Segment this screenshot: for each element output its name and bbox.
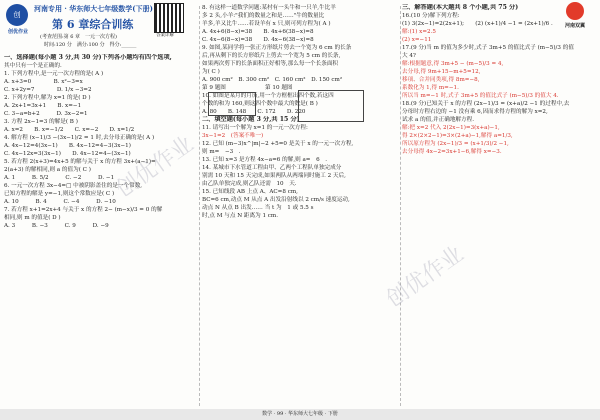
text-line: 所以原方程为 (2x−1)/3 = (x+1/3)/2 −1, [402,141,509,147]
text-line: 别需 10 天和 15 天完成,如果两队从两端同时施工 2 天后, [202,173,346,179]
text-line: 系数化为 1,得 m=−1. [402,85,459,91]
text-line: C. 3−a=b+2 D. 3x−2=1 [4,111,88,117]
text-line: 试求 a 的值,并正确地解方程. [402,117,474,123]
text-line: A. 4x−12=4(3x−1) B. 4x−12=4−3(3x−1) [4,143,131,149]
text-line: A. 1 B. 5/2 C. −2 D. −1 [4,175,115,181]
text-line: 时,点 M 与点 N 距离为 1 cm. [202,213,278,219]
page-footer: 数学 · 99 · 华东师大七年级 · 下册 [0,409,600,420]
text-line: 由乙队单独完成,则乙队还需 10 天. [202,181,297,187]
text-line: 动点 N 从点 B 出发…… 当 t 为 1 或 5.5 s [202,205,314,211]
text-line: 移项、合并同类项,得 8m=−8, [402,77,480,83]
text-line: 2(a+3) 的解相同,则 a 的值为( C ) [4,167,91,173]
figure-10-calendar [298,90,364,122]
text-line: 12. 已知 (m−3)x^|m|−2 +5=0 是关于 x 的一元一次方程, [202,141,354,147]
book-title: 河南专用 · 华东师大七年级数学(下册) [34,4,153,13]
figure-9 [208,92,256,116]
text-line: 3. 方程 2x−1=3 的解是( B ) [4,119,78,125]
text-line: 解:根据题意,得 3m+5 − (m−5)/3 = 4, [402,61,504,67]
text-line: 相同,则 m 的值是( D ) [4,215,61,221]
text-line: A. 80 B. 148 C. 172 D. 220 [202,109,306,115]
text-line: 解:(1) x=2.5 [402,29,436,35]
text-line: A. x+3=0 B. x²−3=x [4,79,83,85]
qr-code-icon[interactable] [154,3,184,33]
column-divider [199,6,200,406]
brand-name: 创优作业 [7,29,28,35]
text-line: 去分母得 4x−2=3x+1−6,解得 x=−3. [402,149,502,155]
text-line: 10. 如图是某月的月历,用一个方框框出四个数,若这四 [202,93,334,99]
text-line: 二、填空题(每小题 3 分,共 15 分) [202,116,300,123]
brand-logo-icon: 创 [6,4,28,26]
column-right [402,0,596,408]
text-line: A. 3 B. −3 C. 9 D. −9 [4,223,109,229]
text-line: 为( C ) [202,69,220,75]
text-line: 5. 若方程 2(x+3)=4x+5 的解与关于 x 的方程 3x+(a−1)= [4,159,156,165]
left-questions [4,54,197,230]
text-line: 分母时方程右边的 −1 没有乘 6,因而求得方程的解为 x=2, [402,109,548,115]
text-line: 1. 下列方程中,是一元一次方程的是( A ) [4,71,104,77]
text-line: C. 4x−6(8−x)=38 D. 4x−6(38−x)=8 [202,37,314,43]
chapter-title: 第 6 章综合训练 [52,18,134,31]
worksheet-header [4,0,197,62]
text-line: A. 2x+1=3x+1 B. x=−1 [4,103,82,109]
text-line: 已知方程的解是 y=−1,则这个常数应是( C ) [4,191,115,197]
text-line: 多 2 头,小羊:"我们的数量之和是……"牛的数量比 [202,13,325,19]
text-line: 2. 下列方程中,解为 x=1 的是( D ) [4,95,91,101]
text-line: 所以当 m=−1 时,式子 3m+5 的值比式子 (m−5)/3 的值大 4. [402,93,559,99]
text-line: 7. 若方程 x+1=2x+4 与关于 x 的方程 2− (m−x)/3 = 0 的解 [4,207,163,213]
watermark: 创优作业 [111,131,199,203]
text-line: 15. 已知线段 AB 上点 A、AC=8 cm, [202,189,298,195]
text-line: 14. 某城市下水管道工程由甲、乙两个工程队单独完成分 [202,165,342,171]
badge-text: 河南双翼 [564,23,585,29]
text-line: BC=6 cm,动点 M 从点 A 出发沿射线以 2 cm/s 速度运动, [202,197,350,203]
text-line: 解:把 x=2 代入 2(2x−1)=3(x+a)−1, [402,125,500,131]
text-line: 6. 一元一次方程 3x−4=□ 中被阴影盖住的是一个常数, [4,183,143,189]
text-line: 8. 有这样一道数学问题:某村有一头牛和一只羊,牛比羊 [202,5,336,11]
text-line: 第 9 题图 第 10 题图 [202,85,293,91]
text-line: 11. 请写出一个解为 x=1 的一元一次方程: [202,125,308,131]
text-line: C. 4x−12x=3(3x−1) D. 4x−12=4−(3x−1) [4,151,131,157]
column-left [4,0,197,408]
text-line: 16.(10 分)解下列方程: [402,13,460,19]
text-line: 则 m= −3 . [202,149,241,155]
text-line: 大 4? [402,53,416,59]
text-line: A. 10 B. 4 C. −4 D. −10 [4,199,116,205]
text-line: 三、解答题(本大题共 8 个小题,共 75 分) [402,4,519,11]
exam-scope: (考查范围:第 6 章 一元一次方程) [40,34,117,40]
watermark: 创优作业 [381,241,469,313]
text-line: 个数的和为 160,则这四个数中最大的数是( B ) [202,101,318,107]
right-questions [402,4,596,156]
column-middle [202,0,398,408]
time-score: 时间:120 分 满分:100 分 得分:______ [44,42,137,48]
column-divider [400,6,401,406]
text-line: 3x−1=2 (答案不唯一) [202,133,264,139]
text-line: 9. 如图,某同学将一张正方形纸片剪去一个宽为 6 cm 的长条 [202,45,352,51]
text-line: 13. 已知 x=3 是方程 4x−a=6 的解,则 a= 6 . [202,157,328,163]
text-line: (1) 3(2x−1)=2(2x+1); (2) (x+1)/4 −1 = (2x+1)/6 . [402,21,553,27]
text-line: 羊多,羊又比牛……若设羊有 x 只,则可列方程为( A ) [202,21,331,27]
text-line: 如果两次剪下的长条面积正好相等,那么每一个长条面积 [202,61,339,67]
text-line: 去分母,得 9m+15−m+5=12, [402,69,481,75]
text-line: A. 4x+6(8−x)=38 B. 4x+6(38−x)=8 [202,29,314,35]
qr-label: 答案详解 [156,33,174,38]
text-line: (2) x=−11 [402,37,432,43]
text-line: 4. 解方程 (x−1)/3 −(3x−1)/2 = 1 时,去分母正确的是( A ) [4,135,155,141]
text-line: 一、选择题(每小题 3 分,共 30 分)下列各小题均有四个选项, [4,54,172,61]
text-line: 得 2×(2×2−1)=3×(2+a)−1,解得 a=1/3, [402,133,513,139]
text-line: A. x=2 B. x=−1/2 C. x=−2 D. x=1/2 [4,127,135,133]
text-line: 后,再从剩下的长方形纸片上剪去一个宽为 5 cm 的长条, [202,53,341,59]
text-line: A. 900 cm² B. 300 cm² C. 160 cm² D. 150 cm² [202,77,343,83]
text-line: 其中只有一个是正确的. [4,63,62,69]
text-line: C. x+2y=7 D. 1/x −3=2 [4,87,92,93]
text-line: 17.(9 分)当 m 的值为多少时,式子 3m+5 的值比式子 (m−5)/3 的值 [402,45,574,51]
text-line: 18.(9 分)已知关于 x 的方程 (2x−1)/3 = (x+a)/2 −1 的过程中,去 [402,101,570,107]
